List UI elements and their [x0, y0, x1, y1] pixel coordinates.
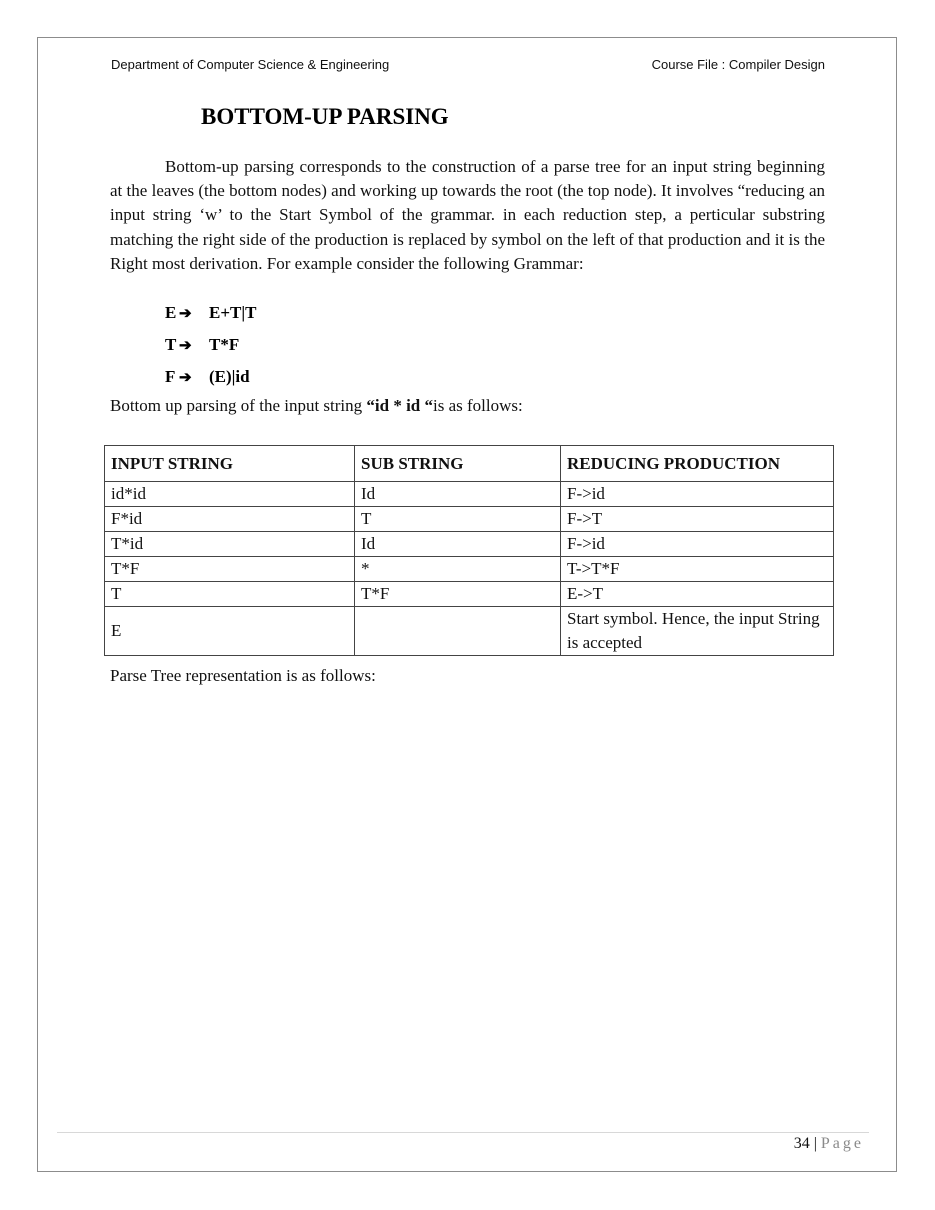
table-header-row: [105, 446, 834, 482]
intro-paragraph-text: Bottom-up parsing corresponds to the construction of a parse tree for an input string beginning at the leaves (the bottom nodes) and working up towards the root (the top node). It involves “reducing an input string ‘w’ to the Start Symbol of the grammar. in each reduction step, a perticular substring matching the right side of the production is replaced by symbol on the left of that production and it is the Right most derivation. For example consider the following Grammar:: [110, 157, 825, 273]
rule-rhs: (E)|id: [209, 367, 250, 386]
rule-rhs: E+T|T: [209, 303, 257, 322]
rule-lhs: E: [165, 303, 177, 322]
parse-tree-caption: Parse Tree representation is as follows:: [110, 666, 376, 685]
table-cell: T*F: [105, 557, 355, 582]
intro-after: is as follows:: [433, 396, 523, 415]
table-cell: F->id: [561, 482, 834, 507]
table-row: [105, 507, 834, 532]
intro-paragraph: [110, 155, 825, 276]
table-cell: Start symbol. Hence, the input String is accepted: [561, 607, 834, 656]
table-cell: E->T: [561, 582, 834, 607]
table-row: [105, 482, 834, 507]
table-cell: F->T: [561, 507, 834, 532]
arrow-icon: ➔: [179, 306, 192, 322]
page-title: BOTTOM-UP PARSING: [201, 104, 449, 129]
rule-rhs: T*F: [209, 335, 240, 354]
header-course: Course File : Compiler Design: [651, 57, 825, 72]
table-row: [105, 532, 834, 557]
intro-before: Bottom up parsing of the input string: [110, 396, 367, 415]
table-cell: T*id: [105, 532, 355, 557]
grammar-rules: [165, 301, 256, 397]
page-footer: [794, 1135, 864, 1153]
header-department: Department of Computer Science & Engineering: [111, 57, 390, 72]
table-cell: T: [105, 582, 355, 607]
table-cell: [355, 607, 561, 656]
table-row: [105, 582, 834, 607]
column-header: REDUCING PRODUCTION: [561, 446, 834, 482]
table-cell: F*id: [105, 507, 355, 532]
arrow-icon: ➔: [179, 370, 192, 386]
rule-lhs: F: [165, 367, 176, 386]
table-cell: *: [355, 557, 561, 582]
grammar-rule: [165, 365, 256, 397]
table-cell: T->T*F: [561, 557, 834, 582]
column-header: SUB STRING: [355, 446, 561, 482]
table-row: [105, 557, 834, 582]
table-cell: id*id: [105, 482, 355, 507]
table-row: [105, 607, 834, 656]
table-cell: Id: [355, 482, 561, 507]
table-cell: T: [355, 507, 561, 532]
column-header: INPUT STRING: [105, 446, 355, 482]
table-cell: T*F: [355, 582, 561, 607]
page-number: 34: [793, 1135, 810, 1152]
reduction-table: [104, 445, 834, 656]
table-cell: F->id: [561, 532, 834, 557]
table-intro: [110, 396, 523, 416]
page-word: Page: [820, 1135, 864, 1152]
table-cell: Id: [355, 532, 561, 557]
rule-lhs: T: [165, 335, 177, 354]
arrow-icon: ➔: [179, 338, 192, 354]
footer-divider: [57, 1132, 869, 1133]
footer-separator: |: [813, 1135, 817, 1152]
grammar-rule: [165, 301, 256, 333]
intro-input-string: “id * id “: [366, 396, 434, 415]
table-cell: E: [105, 607, 355, 656]
grammar-rule: [165, 333, 256, 365]
